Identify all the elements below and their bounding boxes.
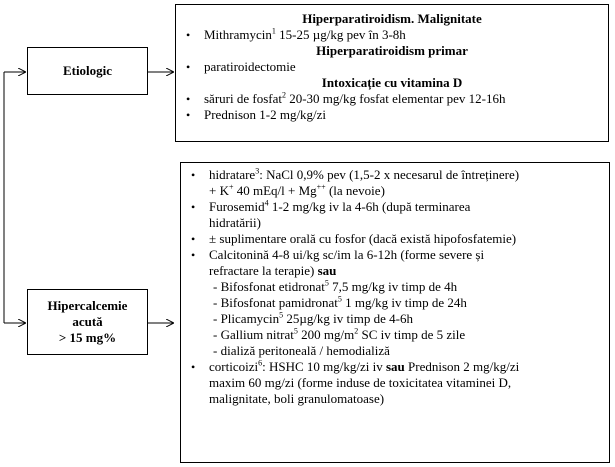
- sub-item: - Bifosfonat etidronat$^5$ 7,5 mg/kg iv timp de 4h: [213, 278, 458, 294]
- acute-label-line3: > 15 mg%: [58, 330, 117, 345]
- section-heading: Intoxicație cu vitamina D: [321, 75, 463, 90]
- furosemid-item: • Furosemid$^4$ 1-2 mg/kg iv la 4-6h (după terminarea hidratării): [181, 199, 605, 231]
- sub-item: - Bifosfonat pamidronat$^5$ 1 mg/kg iv timp de 24h: [213, 294, 467, 310]
- etiologic-label: Etiologic: [62, 63, 113, 78]
- acute-label-line1: Hipercalcemie: [47, 298, 128, 313]
- list-item: • Prednison 1-2 mg/kg/zi: [176, 107, 608, 123]
- etiologic-details-box: [175, 4, 609, 142]
- sub-item: - dializă peritoneală / hemodializă: [213, 343, 390, 358]
- calcitonin-item: • Calcitonină 4-8 ui/kg sc/im la 6-12h (forme severe și refractare la terapie) sau - Bifosfonat etidronat$^5$ 7,5 mg/kg iv timp de 4h - Bifosfonat pamidronat$^5$ 1 mg/kg iv timp de 24h - Plicamycin$^5$ 25µg/kg iv timp de 4-6h - Gallium nitrat$^5$ 200 $mg/m^2$ SC iv timp de 5 zile - dializă peritoneală / hemodializă: [181, 247, 605, 359]
- list-item: • săruri de fosfat$^2$ 20-30 mg/kg fosfat elementar pev 12-16h: [176, 91, 608, 107]
- list-item: • paratiroidectomie: [176, 59, 608, 75]
- sub-item: - Plicamycin$^5$ 25µg/kg iv timp de 4-6h: [213, 310, 413, 326]
- phosphorus-item: • ± suplimentare orală cu fosfor (dacă există hipofosfatemie): [181, 231, 605, 247]
- section-heading: Hiperparatiroidism primar: [316, 43, 468, 58]
- list-item: • Mithramycin$^1$ 15-25 µg/kg pev în 3-8h: [176, 27, 608, 43]
- corticoids-item: • corticoizi$^6$: HSHC 10 mg/kg/zi iv sau Prednison 2 mg/kg/zi maxim 60 mg/zi (forme induse de toxicitatea vitaminei D, malignitate, boli granulomatoase): [181, 359, 605, 407]
- acute-details-box: [180, 162, 610, 463]
- section-heading: Hiperparatiroidism. Malignitate: [302, 11, 482, 26]
- hydration-item: • hidratare$^3$: NaCl 0,9% pev (1,5-2 x necesarul de întreținere) + K+ 40 mEq/l + Mg++ (la nevoie): [181, 167, 605, 199]
- acute-hypercalcemia-box: [27, 289, 148, 355]
- etiologic-box: [27, 47, 148, 95]
- acute-label-line2: acută: [72, 314, 103, 329]
- sub-item: - Gallium nitrat$^5$ 200 $mg/m^2$ SC iv timp de 5 zile: [213, 326, 466, 342]
